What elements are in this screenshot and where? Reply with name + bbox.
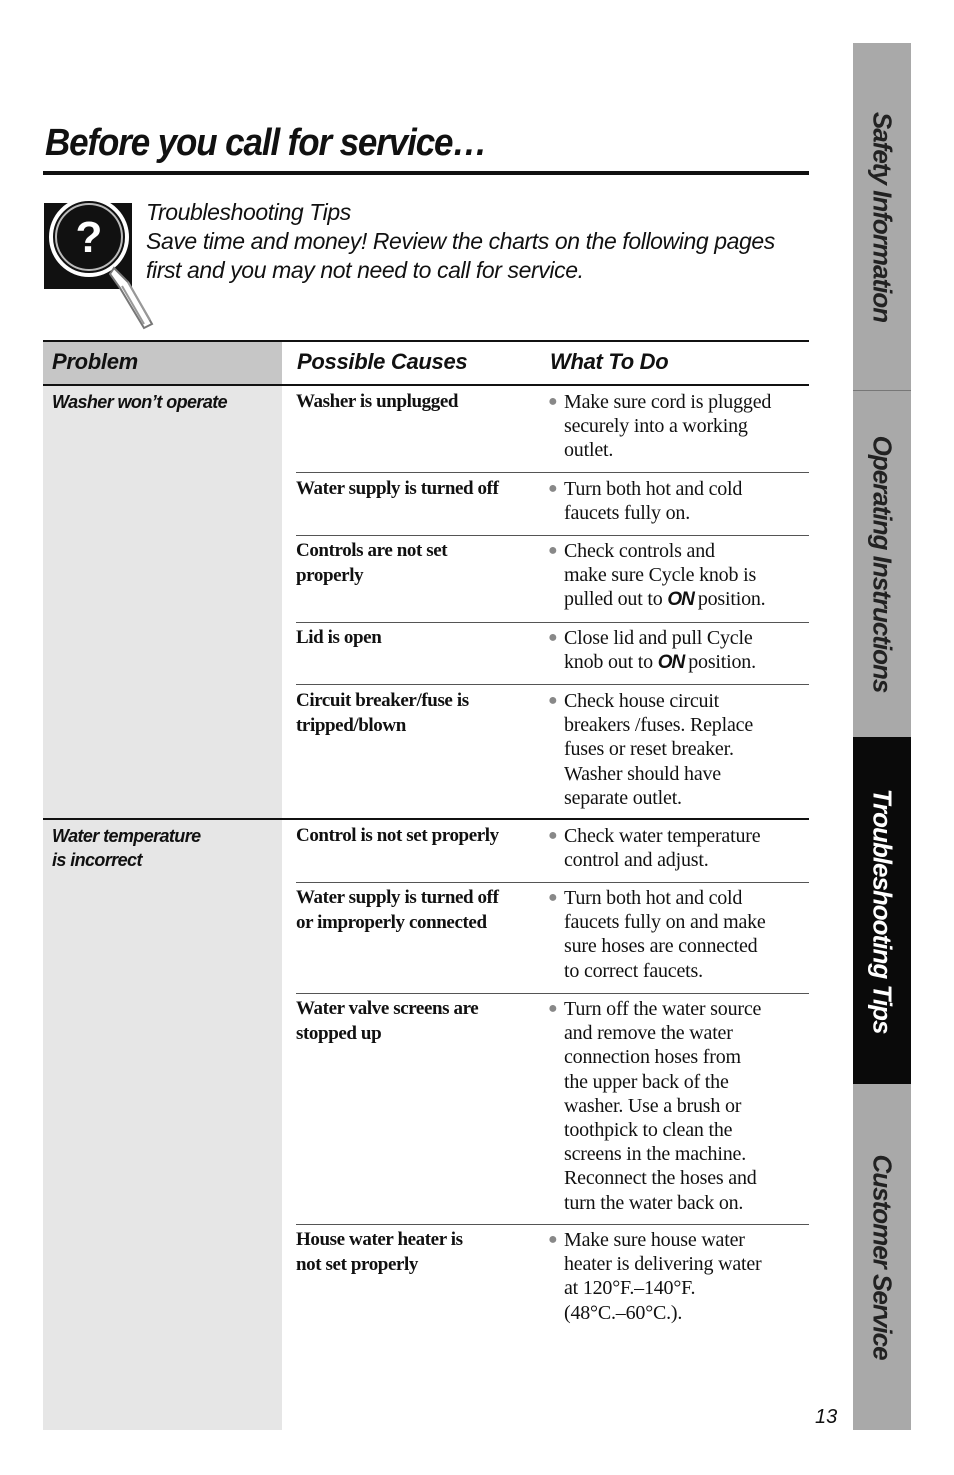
fix-line: control and adjust.: [564, 849, 709, 872]
cause-line: tripped/blown: [296, 714, 406, 736]
fix-line: faucets fully on.: [564, 502, 691, 525]
tab-operating-instructions[interactable]: [853, 391, 911, 737]
cause-line: Circuit breaker/fuse is: [296, 690, 469, 711]
fix-line: Check controls and: [564, 540, 715, 562]
cause-line: Water supply is turned off: [296, 478, 499, 499]
header-problem: Problem: [52, 349, 138, 374]
cause-line: Control is not set properly: [296, 825, 499, 846]
fix-line: Reconnect the hoses and: [564, 1167, 757, 1190]
fix-controls-not-set: [548, 539, 808, 613]
fix-water-heater: [548, 1228, 808, 1325]
fix-washer-unplugged: [548, 390, 808, 463]
fix-line-with-on: [564, 587, 808, 612]
fix-line: separate outlet.: [564, 786, 682, 809]
fix-line: washer. Use a brush or: [564, 1094, 742, 1117]
fix-line: at 120°F.–140°F.: [564, 1277, 696, 1300]
fix-line: faucets fully on and make: [564, 911, 766, 934]
cause-line: or improperly connected: [296, 911, 487, 933]
tab-troubleshooting-tips[interactable]: [853, 737, 911, 1084]
bullet-icon: ●: [548, 692, 558, 709]
fix-lid-open: [548, 626, 808, 675]
tab-label: Troubleshooting Tips: [867, 788, 898, 1033]
intro-heading: Troubleshooting Tips: [146, 199, 351, 225]
bullet-icon: ●: [548, 1231, 558, 1248]
problem-water-temperature-incorrect: [52, 824, 201, 872]
tab-safety-information[interactable]: [853, 43, 911, 390]
fix-line: Turn off the water source: [564, 998, 762, 1020]
fix-line: Check water temperature: [564, 825, 761, 847]
cause-lid-open: [296, 626, 541, 651]
intro-text: [146, 198, 806, 285]
row-divider: [296, 622, 809, 623]
fix-line: Make sure cord is plugged: [564, 391, 772, 413]
on-label: ON: [667, 589, 694, 611]
cause-line: not set properly: [296, 1253, 419, 1275]
fix-text: position.: [697, 588, 766, 611]
fix-text: knob out to: [564, 651, 653, 674]
tab-customer-service[interactable]: [853, 1084, 911, 1430]
fix-line: Turn both hot and cold: [564, 887, 743, 909]
bullet-icon: ●: [548, 889, 558, 906]
cause-line: Controls are not set: [296, 540, 448, 561]
fix-line: securely into a working: [564, 415, 748, 438]
cause-circuit-breaker: [296, 689, 541, 738]
fix-line: Turn both hot and cold: [564, 478, 743, 500]
row-divider: [296, 535, 809, 536]
table-header-rule: [43, 384, 809, 386]
intro-line-2: first and you may not need to call for service.: [146, 257, 584, 283]
cause-line: properly: [296, 564, 364, 586]
bullet-icon: ●: [548, 480, 558, 497]
fix-line: Make sure house water: [564, 1229, 745, 1251]
fix-line: to correct faucets.: [564, 959, 703, 982]
fix-line-with-on: [564, 650, 808, 675]
fix-water-supply-improper: [548, 886, 808, 983]
fix-line: and remove the water: [564, 1022, 733, 1045]
bullet-icon: ●: [548, 1000, 558, 1017]
question-magnifier-icon: [44, 196, 162, 330]
cause-line: Lid is open: [296, 627, 382, 648]
fix-line: toothpick to clean the: [564, 1119, 733, 1142]
fix-line: turn the water back on.: [564, 1191, 744, 1214]
table-top-rule: [43, 340, 809, 342]
fix-control-not-set: [548, 824, 808, 872]
fix-line: outlet.: [564, 439, 614, 462]
tab-label: Safety Information: [867, 111, 898, 322]
fix-valve-screens: [548, 997, 808, 1215]
row-divider: [296, 993, 809, 994]
cause-line: House water heater is: [296, 1229, 463, 1250]
row-divider: [296, 882, 809, 883]
cause-water-heater: [296, 1228, 541, 1277]
problem-label-line: Washer won’t operate: [52, 392, 228, 412]
section-divider: [43, 818, 809, 820]
fix-line: Close lid and pull Cycle: [564, 627, 753, 649]
bullet-icon: ●: [548, 542, 558, 559]
problem-column-background: [43, 342, 282, 1430]
bullet-icon: ●: [548, 629, 558, 646]
fix-line: connection hoses from: [564, 1046, 741, 1069]
bullet-icon: ●: [548, 827, 558, 844]
svg-text:?: ?: [75, 213, 103, 262]
fix-line: heater is delivering water: [564, 1253, 762, 1276]
fix-text: position.: [688, 651, 756, 674]
bullet-icon: ●: [548, 393, 558, 410]
fix-text: pulled out to: [564, 588, 663, 611]
cause-control-not-set: [296, 824, 541, 849]
cause-line: Water valve screens are: [296, 998, 479, 1019]
fix-water-supply-off: [548, 477, 808, 525]
tab-label: Operating Instructions: [867, 435, 898, 693]
cause-line: Washer is unplugged: [296, 391, 459, 412]
page-number: 13: [815, 1406, 838, 1428]
fix-line: screens in the machine.: [564, 1143, 746, 1166]
fix-circuit-breaker: [548, 689, 808, 810]
fix-line: (48°C.–60°C.).: [564, 1301, 683, 1324]
cause-washer-unplugged: [296, 390, 541, 415]
row-divider: [296, 684, 809, 685]
fix-line: Check house circuit: [564, 690, 720, 712]
header-what-to-do: What To Do: [550, 349, 669, 374]
cause-line: stopped up: [296, 1022, 382, 1044]
header-possible-causes: Possible Causes: [297, 349, 468, 374]
page-title: Before you call for service…: [45, 122, 487, 164]
fix-line: make sure Cycle knob is: [564, 564, 757, 587]
on-label: ON: [657, 652, 685, 674]
fix-line: Washer should have: [564, 762, 721, 785]
row-divider: [296, 472, 809, 473]
problem-washer-wont-operate: [52, 390, 227, 414]
fix-line: sure hoses are connected: [564, 935, 758, 958]
cause-valve-screens: [296, 997, 541, 1046]
fix-line: breakers /fuses. Replace: [564, 714, 753, 737]
fix-line: the upper back of the: [564, 1070, 729, 1093]
title-rule: [43, 171, 809, 175]
cause-water-supply-improper: [296, 886, 541, 935]
fix-line: fuses or reset breaker.: [564, 738, 734, 761]
row-divider: [296, 1224, 809, 1225]
intro-line-1: Save time and money! Review the charts on the following pages: [146, 228, 775, 254]
cause-water-supply-off: [296, 477, 541, 502]
tab-label: Customer Service: [867, 1154, 898, 1360]
problem-label-line: Water temperature: [52, 826, 201, 846]
cause-controls-not-set: [296, 539, 541, 588]
problem-label-line: is incorrect: [52, 850, 142, 870]
cause-line: Water supply is turned off: [296, 887, 499, 908]
